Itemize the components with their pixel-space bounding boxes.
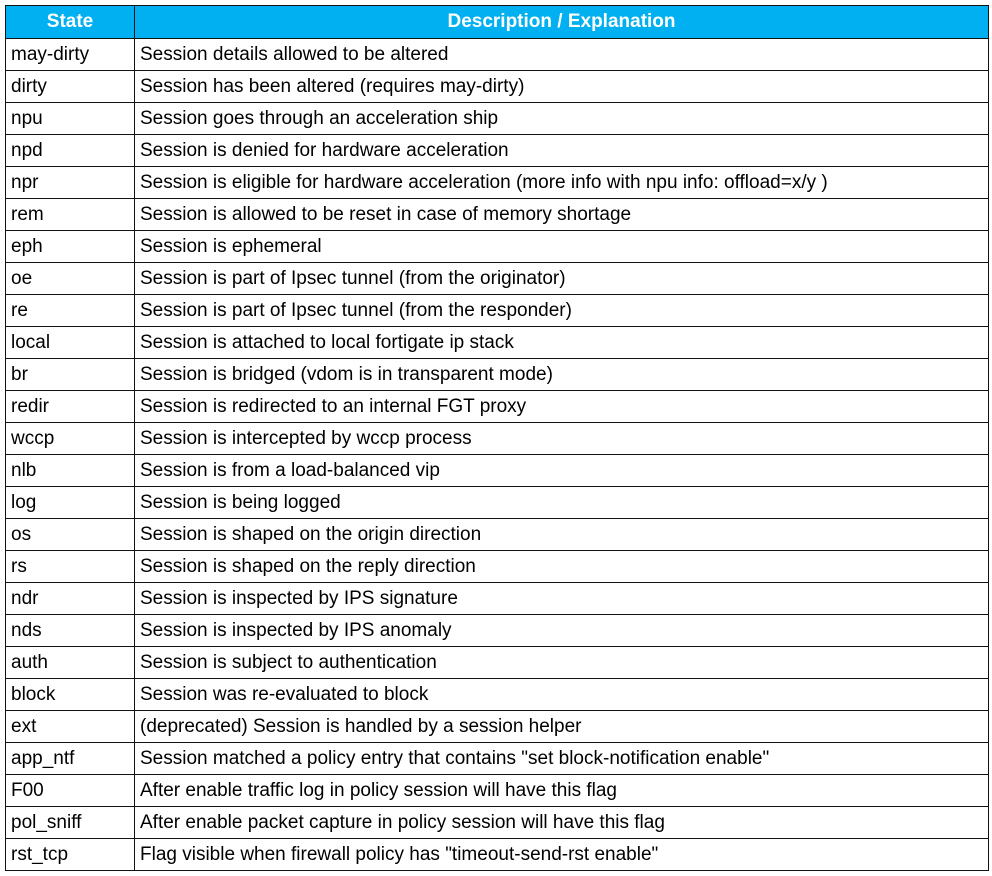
description-cell: Session is inspected by IPS signature [135, 583, 989, 615]
description-cell: After enable traffic log in policy session will have this flag [135, 775, 989, 807]
description-cell: Session is part of Ipsec tunnel (from the responder) [135, 295, 989, 327]
table-row [6, 359, 989, 391]
table-row [6, 199, 989, 231]
state-cell: wccp [6, 423, 135, 455]
table-row [6, 583, 989, 615]
description-cell: Session is part of Ipsec tunnel (from the originator) [135, 263, 989, 295]
description-cell: Session is intercepted by wccp process [135, 423, 989, 455]
table-row [6, 775, 989, 807]
table-row [6, 391, 989, 423]
state-cell: re [6, 295, 135, 327]
state-cell: rst_tcp [6, 839, 135, 871]
table-row [6, 487, 989, 519]
table-row [6, 615, 989, 647]
state-cell: redir [6, 391, 135, 423]
table-row [6, 711, 989, 743]
description-cell: Session details allowed to be altered [135, 39, 989, 71]
state-cell: local [6, 327, 135, 359]
description-cell: After enable packet capture in policy session will have this flag [135, 807, 989, 839]
table-row [6, 423, 989, 455]
table-row [6, 263, 989, 295]
table-row [6, 519, 989, 551]
description-cell: Session matched a policy entry that contains "set block-notification enable" [135, 743, 989, 775]
description-cell: Flag visible when firewall policy has "timeout-send-rst enable" [135, 839, 989, 871]
state-cell: rs [6, 551, 135, 583]
description-cell: Session is ephemeral [135, 231, 989, 263]
description-cell: Session is inspected by IPS anomaly [135, 615, 989, 647]
table-row [6, 551, 989, 583]
description-cell: Session was re-evaluated to block [135, 679, 989, 711]
state-cell: oe [6, 263, 135, 295]
table-row [6, 327, 989, 359]
state-cell: F00 [6, 775, 135, 807]
table-row [6, 295, 989, 327]
state-cell: log [6, 487, 135, 519]
state-cell: npd [6, 135, 135, 167]
session-state-table [5, 5, 989, 871]
header-row [6, 6, 989, 39]
table-row [6, 39, 989, 71]
description-cell: (deprecated) Session is handled by a session helper [135, 711, 989, 743]
state-cell: block [6, 679, 135, 711]
table-row [6, 839, 989, 871]
description-cell: Session is bridged (vdom is in transparent mode) [135, 359, 989, 391]
state-cell: ndr [6, 583, 135, 615]
description-cell: Session is redirected to an internal FGT proxy [135, 391, 989, 423]
state-cell: ext [6, 711, 135, 743]
description-cell: Session goes through an acceleration ship [135, 103, 989, 135]
table-row [6, 807, 989, 839]
state-cell: may-dirty [6, 39, 135, 71]
description-cell: Session is from a load-balanced vip [135, 455, 989, 487]
description-cell: Session is shaped on the origin direction [135, 519, 989, 551]
header-description: Description / Explanation [135, 6, 989, 39]
description-cell: Session is shaped on the reply direction [135, 551, 989, 583]
table-row [6, 743, 989, 775]
state-cell: rem [6, 199, 135, 231]
state-cell: dirty [6, 71, 135, 103]
state-cell: app_ntf [6, 743, 135, 775]
description-cell: Session is attached to local fortigate ip stack [135, 327, 989, 359]
state-cell: auth [6, 647, 135, 679]
description-cell: Session is denied for hardware acceleration [135, 135, 989, 167]
state-cell: npr [6, 167, 135, 199]
header-state: State [6, 6, 135, 39]
table-row [6, 455, 989, 487]
description-cell: Session is eligible for hardware acceleration (more info with npu info: offload=x/y ) [135, 167, 989, 199]
table-row [6, 231, 989, 263]
table-header [6, 6, 989, 39]
state-cell: os [6, 519, 135, 551]
description-cell: Session is subject to authentication [135, 647, 989, 679]
description-cell: Session is being logged [135, 487, 989, 519]
state-cell: br [6, 359, 135, 391]
description-cell: Session has been altered (requires may-dirty) [135, 71, 989, 103]
table-row [6, 679, 989, 711]
table-row [6, 135, 989, 167]
state-cell: pol_sniff [6, 807, 135, 839]
description-cell: Session is allowed to be reset in case of memory shortage [135, 199, 989, 231]
state-cell: npu [6, 103, 135, 135]
table-row [6, 647, 989, 679]
table-row [6, 167, 989, 199]
state-cell: nds [6, 615, 135, 647]
table-body [6, 39, 989, 871]
table-row [6, 103, 989, 135]
table-row [6, 71, 989, 103]
state-cell: nlb [6, 455, 135, 487]
state-cell: eph [6, 231, 135, 263]
